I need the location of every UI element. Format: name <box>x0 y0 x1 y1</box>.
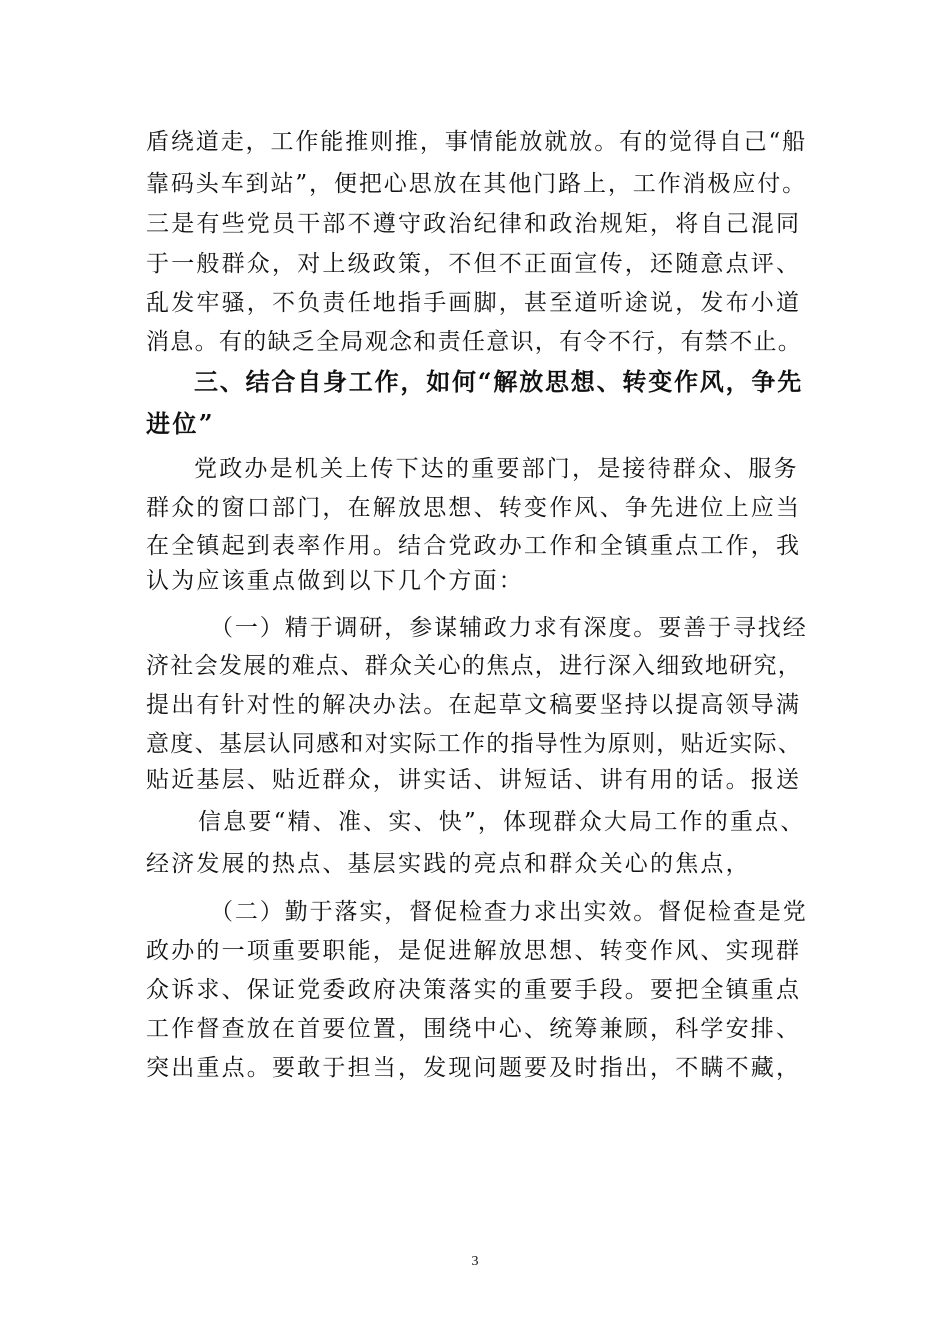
body-line: 突出重点。要敢于担当，发现问题要及时指出，不瞒不藏， <box>146 1055 802 1081</box>
body-line: 意度、基层认同感和对实际工作的指导性为原则，贴近实际、 <box>146 731 803 757</box>
body-line: 济社会发展的难点、群众关心的焦点，进行深入细致地研究， <box>146 653 803 679</box>
body-line: 乱发牢骚，不负责任地指手画脚，甚至道听途说，发布小道 <box>146 290 802 316</box>
body-line: （二）勤于落实，督促检查力求出实效。督促检查是党 <box>210 899 808 925</box>
body-line: 贴近基层、贴近群众，讲实话、讲短话、讲有用的话。报送 <box>146 767 802 793</box>
body-line: 工作督查放在首要位置，围绕中心、统筹兼顾，科学安排、 <box>146 1016 802 1042</box>
body-line: 认为应该重点做到以下几个方面： <box>146 568 524 594</box>
page-number: 3 <box>471 1254 479 1269</box>
body-line: 信息要“精、准、实、快”，体现群众大局工作的重点、 <box>198 809 806 835</box>
body-line: 靠码头车到站”，便把心思放在其他门路上，工作消极应付。 <box>146 171 808 197</box>
section-heading: 三、结合自身工作，如何“解放思想、转变作风，争先 <box>194 367 804 396</box>
body-line: 群众的窗口部门，在解放思想、转变作风、争先进位上应当 <box>146 495 802 521</box>
body-line: 在全镇起到表率作用。结合党政办工作和全镇重点工作，我 <box>146 533 802 559</box>
body-line: 盾绕道走，工作能推则推，事情能放就放。有的觉得自己“船 <box>146 129 808 155</box>
body-line: 党政办是机关上传下达的重要部门，是接待群众、服务 <box>194 456 799 482</box>
body-line: 于一般群众，对上级政策，不但不正面宣传，还随意点评、 <box>146 251 802 277</box>
body-line: 消息。有的缺乏全局观念和责任意识，有令不行，有禁不止。 <box>146 329 803 355</box>
body-line: 政办的一项重要职能，是促进解放思想、转变作风、实现群 <box>146 938 802 964</box>
body-line: 三是有些党员干部不遵守政治纪律和政治规矩，将自己混同 <box>146 211 802 237</box>
body-line: （一）精于调研，参谋辅政力求有深度。要善于寻找经 <box>210 615 808 641</box>
section-heading-continued: 进位” <box>146 409 216 438</box>
body-line: 提出有针对性的解决办法。在起草文稿要坚持以提高领导满 <box>146 692 802 718</box>
body-line: 经济发展的热点、基层实践的亮点和群众关心的焦点， <box>146 851 751 877</box>
body-line: 众诉求、保证党委政府决策落实的重要手段。要把全镇重点 <box>146 977 802 1003</box>
